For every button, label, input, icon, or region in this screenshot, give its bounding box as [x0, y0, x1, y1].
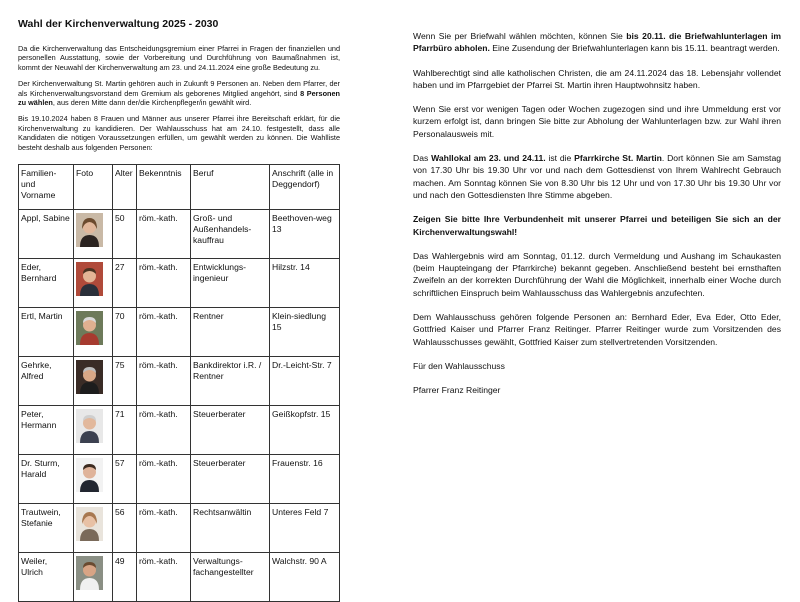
candidate-age: 50	[113, 210, 137, 259]
candidate-age: 49	[113, 553, 137, 602]
polling-emphasis: Wahllokal am 23. und 24.11.	[431, 153, 546, 164]
candidate-photo-cell	[74, 504, 113, 553]
header-job: Beruf	[191, 165, 270, 210]
candidate-confession: röm.-kath.	[137, 210, 191, 259]
candidate-address: Walchstr. 90 A	[270, 553, 340, 602]
candidate-photo	[76, 262, 103, 296]
postal-vote-paragraph	[413, 30, 781, 55]
candidate-job: Steuerberater	[191, 406, 270, 455]
table-row	[19, 553, 340, 602]
table-row	[19, 357, 340, 406]
right-column	[413, 30, 781, 409]
candidate-name: Dr. Sturm, Harald	[19, 455, 74, 504]
members-text-end: , aus deren Mitte dann der/die Kirchenpfleger/in gewählt wird.	[52, 98, 252, 108]
candidate-age: 27	[113, 259, 137, 308]
postal-vote-text-end: Eine Zusendung der Briefwahlunterlagen kann bis 15.11. beantragt werden.	[489, 43, 780, 54]
header-name: Familien- und Vorname	[19, 165, 74, 210]
candidate-photo-cell	[74, 210, 113, 259]
candidate-job: Groß- und Außenhandels-kauffrau	[191, 210, 270, 259]
candidate-confession: röm.-kath.	[137, 308, 191, 357]
candidate-photo-cell	[74, 455, 113, 504]
candidate-address: Beethoven-weg 13	[270, 210, 340, 259]
candidate-name: Eder, Bernhard	[19, 259, 74, 308]
candidate-job: Entwicklungs-ingenieur	[191, 259, 270, 308]
table-row	[19, 455, 340, 504]
committee-paragraph: Dem Wahlausschuss gehören folgende Personen an: Bernhard Eder, Eva Eder, Otto Eder, Gottfried Kaiser und Pfarrer Franz Reitinger. Pfarrer Reitinger wurde zum Vorsitzenden des Wahlausschusses gewählt, Gottfried Kaiser zum stellvertretenden Vorsitzenden.	[413, 312, 781, 347]
members-text: Der Kirchenverwaltung St. Martin gehören auch in Zukunft 9 Personen an. Neben dem Pfarrer, der als Kirchenverwaltungsvorstand dem Gremium als geborenes Mitglied angehört, sind	[18, 79, 340, 98]
polling-text-2: ist die	[545, 153, 575, 164]
signature-name: Pfarrer Franz Reitinger	[413, 385, 501, 396]
candidate-job: Verwaltungs-fachangestellter	[191, 553, 270, 602]
candidate-age: 70	[113, 308, 137, 357]
candidate-name: Gehrke, Alfred	[19, 357, 74, 406]
candidate-name: Peter, Hermann	[19, 406, 74, 455]
candidate-photo-cell	[74, 259, 113, 308]
candidate-photo	[76, 213, 103, 247]
table-row	[19, 406, 340, 455]
id-paragraph: Wenn Sie erst vor wenigen Tagen oder Wochen zugezogen sind und ihre Ummeldung erst vor kurzem erfolgt ist, dann bringen Sie bitte zur Abholung der Wahlunterlagen bzw. zur Wahl ihren Personalausweis mit.	[413, 104, 781, 139]
candidate-table	[18, 164, 340, 602]
postal-vote-emphasis: bis 20.11. die Briefwahlunterlagen im Pfarrbüro abholen.	[413, 31, 781, 54]
candidate-age: 56	[113, 504, 137, 553]
header-confession: Bekenntnis	[137, 165, 191, 210]
candidate-name: Weiler, Ulrich	[19, 553, 74, 602]
candidate-job: Bankdirektor i.R. / Rentner	[191, 357, 270, 406]
candidate-name: Appl, Sabine	[19, 210, 74, 259]
table-row	[19, 504, 340, 553]
candidate-address: Dr.-Leicht-Str. 7	[270, 357, 340, 406]
candidate-name: Trautwein, Stefanie	[19, 504, 74, 553]
candidate-confession: röm.-kath.	[137, 553, 191, 602]
candidates-paragraph: Bis 19.10.2024 haben 8 Frauen und Männer aus unserer Pfarrei ihre Bereitschaft erklärt, für die Kirchenverwaltung zu kandidieren. Der Wahlausschuss hat am 24.10. festgestellt, dass alle Kandidaten die nötigen Voraussetzungen erfüllen, um gewählt werden zu können. Die Wahlliste besteht deshalb aus folgenden Personen:	[18, 114, 340, 152]
candidate-address: Klein-siedlung 15	[270, 308, 340, 357]
polling-text: Das	[413, 153, 432, 164]
candidate-job: Steuerberater	[191, 455, 270, 504]
intro-paragraph: Da die Kirchenverwaltung das Entscheidungsgremium einer Pfarrei in Fragen der finanziellen und personellen Ausstattung, sowie der Vorbereitung und Durchführung von Baumaßnahmen ist, kommt der Neuwahl der Kirchenverwaltung am 23. und 24.11.2024 eine große Bedeutung zu.	[18, 44, 340, 72]
appeal-paragraph: Zeigen Sie bitte Ihre Verbundenheit mit unserer Pfarrei und beteiligen Sie sich an der Kirchenverwaltungswahl!	[413, 214, 781, 237]
result-paragraph: Das Wahlergebnis wird am Sonntag, 01.12. durch Vermeldung und Aushang im Schaukasten (beim Haupteingang der Pfarrkirche) bekannt gegeben. Anschließend besteht bei ernsthaften Zweifeln an der korrekten Durchführung der Wahl die Möglichkeit, innerhalb einer Woche durch schriftlichen Einspruch beim Wahlausschuss das Wahlergebnis anzufechten.	[413, 250, 781, 298]
left-column	[18, 14, 340, 602]
members-emphasis: 8 Personen zu wählen	[18, 88, 341, 108]
candidate-age: 75	[113, 357, 137, 406]
candidate-confession: röm.-kath.	[137, 406, 191, 455]
header-address: Anschrift (alle in Deggendorf)	[270, 165, 340, 210]
candidate-confession: röm.-kath.	[137, 455, 191, 504]
candidate-job: Rechtsanwältin	[191, 504, 270, 553]
candidate-address: Frauenstr. 16	[270, 455, 340, 504]
candidate-address: Geißkopfstr. 15	[270, 406, 340, 455]
candidate-age: 57	[113, 455, 137, 504]
postal-vote-text: Wenn Sie per Briefwahl wählen möchten, können Sie	[413, 31, 627, 41]
candidate-photo	[76, 409, 103, 443]
members-paragraph	[18, 79, 340, 107]
polling-location: Pfarrkirche St. Martin	[574, 153, 662, 164]
signature-line: Für den Wahlausschuss	[413, 360, 505, 371]
polling-text-3: . Dort können Sie am Samstag von 17.30 Uhr bis 19.30 Uhr vor und nach dem Gottesdienst von Ihrem Wahlrecht Gebrauch machen. Am Sonntag können Sie von 8.30 Uhr bis 12 Uhr und von 17.30 Uhr bis 19.30 Uhr vor und nach den Gottesdiensten Ihre Stimme abgeben.	[413, 153, 782, 200]
candidate-photo-cell	[74, 553, 113, 602]
candidate-confession: röm.-kath.	[137, 259, 191, 308]
candidate-photo	[76, 556, 103, 590]
candidate-photo	[76, 311, 103, 345]
candidate-address: Unteres Feld 7	[270, 504, 340, 553]
candidate-name: Ertl, Martin	[19, 308, 74, 357]
candidate-confession: röm.-kath.	[137, 357, 191, 406]
candidate-job: Rentner	[191, 308, 270, 357]
candidate-photo-cell	[74, 406, 113, 455]
table-header-row	[19, 165, 340, 210]
table-row	[19, 308, 340, 357]
candidate-photo	[76, 507, 103, 541]
candidate-confession: röm.-kath.	[137, 504, 191, 553]
table-row	[19, 259, 340, 308]
table-row	[19, 210, 340, 259]
candidate-photo	[76, 458, 103, 492]
candidate-photo-cell	[74, 357, 113, 406]
candidate-age: 71	[113, 406, 137, 455]
page-title: Wahl der Kirchenverwaltung 2025 - 2030	[18, 18, 219, 30]
header-age: Alter	[113, 165, 137, 210]
eligibility-paragraph: Wahlberechtigt sind alle katholischen Christen, die am 24.11.2024 das 18. Lebensjahr vollendet haben und im Pfarrgebiet der Pfarrei St. Martin ihren Hauptwohnsitz haben.	[413, 67, 781, 90]
candidate-address: Hilzstr. 14	[270, 259, 340, 308]
candidate-photo	[76, 360, 103, 394]
polling-paragraph	[413, 152, 781, 201]
candidate-photo-cell	[74, 308, 113, 357]
header-photo: Foto	[74, 165, 113, 210]
